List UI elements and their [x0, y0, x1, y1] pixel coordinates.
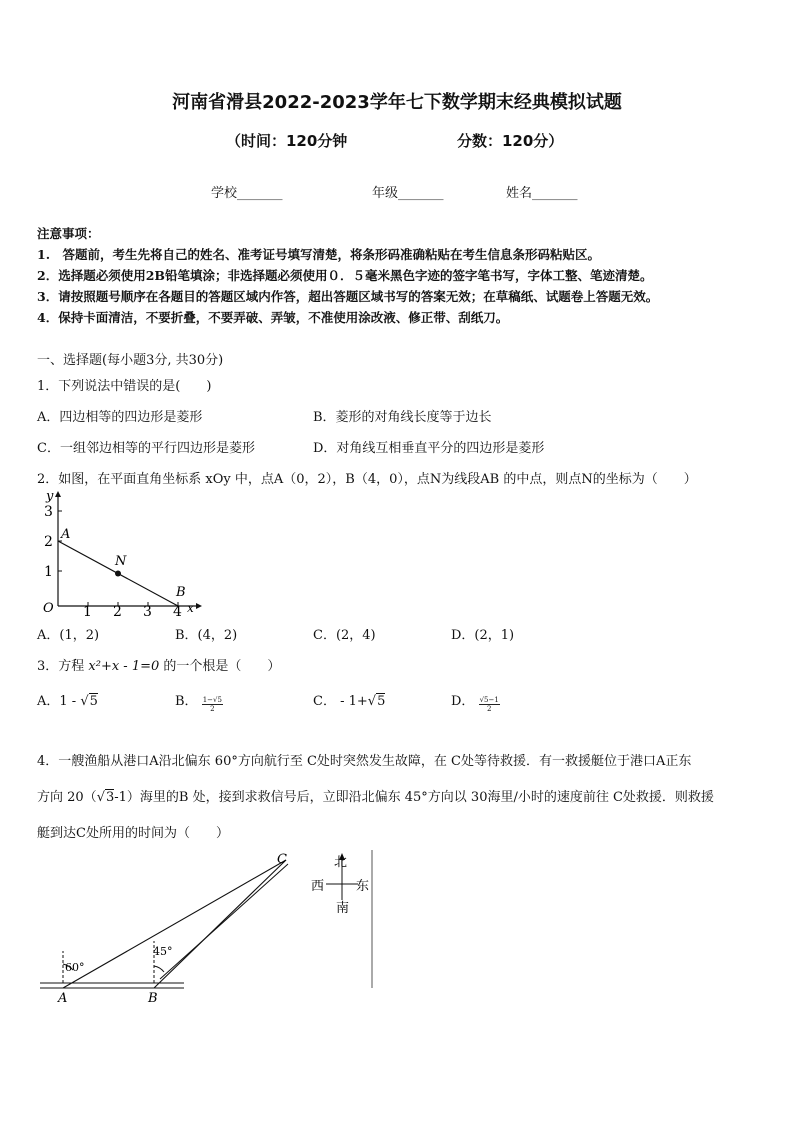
fraction-numerator: 1−√5 [202, 696, 222, 704]
q3-option-b-prefix: B． [175, 694, 198, 709]
point-c-label: C [277, 852, 287, 867]
q1-option-a: A．四边相等的四边形是菱形 [37, 410, 203, 425]
note-item: 4．保持卡面清洁，不要折叠，不要弄破、弄皱，不准使用涂改液、修正带、刮纸刀。 [37, 310, 509, 325]
q4-line-2 [37, 786, 714, 805]
compass-south-label: 南 [336, 901, 350, 916]
compass-west-label: 西 [311, 879, 325, 894]
q2-option-a: A．(1，2) [37, 628, 100, 643]
q2-stem: 2．如图，在平面直角坐标系 xOy 中，点A（0，2），B（4，0），点N为线段AB 的中点，则点N的坐标为（ ） [37, 472, 697, 487]
q3-option-a-radicand: 5 [89, 694, 98, 709]
q2-option-b: B．(4，2) [175, 628, 238, 643]
y-tick-label: 2 [44, 534, 53, 550]
point-n-label: N [115, 554, 127, 569]
compass-north-label: 北 [334, 855, 348, 870]
q4-line-2-prefix: 方向 20（ [37, 790, 97, 805]
fraction-denominator: 2 [486, 705, 492, 713]
y-axis-arrow [55, 491, 61, 497]
point-a-label: A [61, 527, 71, 542]
exam-score: 分数：120分） [457, 132, 564, 150]
q4-line-1: 4．一艘渔船从港口A沿北偏东 60°方向航行至 C处时突然发生故障，在 C处等待救援．有一救援艇位于港口A正东 [37, 754, 692, 769]
q1-stem: 1．下列说法中错误的是( ) [37, 379, 212, 394]
angle-b-label: 45° [153, 945, 173, 958]
x-tick-label: 2 [113, 604, 122, 618]
fraction-numerator: √5−1 [479, 696, 499, 704]
q3-option-d-prefix: D． [451, 694, 475, 709]
point-b-label: B [176, 585, 186, 600]
school-field: 学校_______ [211, 186, 283, 201]
section-heading: 一、选择题(每小题3分, 共30分) [37, 353, 224, 368]
x-tick-label: 1 [83, 604, 92, 618]
note-item: 3．请按照题号顺序在各题目的答题区域内作答，超出答题区域书写的答案无效；在草稿纸、试题卷上答题无效。 [37, 289, 659, 304]
x-tick-label: 3 [143, 604, 152, 618]
q3-option-b [175, 690, 223, 713]
grade-field: 年级_______ [372, 186, 444, 201]
y-tick-label: 3 [44, 504, 53, 520]
angle-arc-b [154, 966, 164, 972]
q4-line-3: 艇到达C处所用的时间为（ ） [37, 826, 229, 841]
q3-option-c [313, 690, 385, 709]
q3-option-c-prefix: C． - 1+ [313, 694, 368, 709]
x-axis-label: x [187, 601, 194, 615]
q2-coordinate-figure [30, 488, 205, 618]
q3-option-d-fraction [479, 696, 500, 713]
q4-line-2-suffix: -1）海里的B 处，接到求救信号后，立即沿北偏东 45°方向以 30海里/小时的速度前往 C处救援．则救援 [114, 790, 714, 805]
fraction-denominator: 2 [210, 705, 215, 713]
x-tick-label: 4 [173, 604, 182, 618]
q1-option-b: B．菱形的对角线长度等于边长 [313, 410, 492, 425]
q3-option-d [451, 690, 500, 713]
point-b-label: B [148, 991, 158, 1006]
q1-option-d: D．对角线互相垂直平分的四边形是菱形 [313, 441, 545, 456]
name-field: 姓名_______ [506, 186, 578, 201]
q3-stem-suffix: 的一个根是（ ） [159, 659, 281, 674]
sqrt-symbol: √ [96, 790, 105, 805]
note-item: 1. 答题前，考生先将自己的姓名、准考证号填写清楚，将条形码准确粘贴在考生信息条形码粘贴区。 [37, 247, 601, 262]
notes-heading: 注意事项： [37, 226, 100, 241]
compass-east-label: 东 [356, 879, 370, 894]
y-axis-label: y [46, 489, 54, 504]
q3-stem-prefix: 3．方程 [37, 659, 89, 674]
q1-option-c: C．一组邻边相等的平行四边形是菱形 [37, 441, 255, 456]
q2-option-c: C．(2，4) [313, 628, 376, 643]
point-n-dot [115, 571, 121, 577]
x-axis-arrow [196, 603, 202, 609]
note-item: 2．选择题必须使用2B铅笔填涂；非选择题必须使用０．５毫米黑色字迹的签字笔书写，字体工整、笔迹清楚。 [37, 268, 653, 283]
y-tick-label: 1 [44, 564, 53, 580]
page-title: 河南省滑县2022-2023学年七下数学期末经典模拟试题 [172, 92, 622, 113]
q3-option-a-prefix: A．1 - [37, 694, 81, 709]
origin-label: O [43, 601, 54, 616]
sqrt-symbol: √ [367, 694, 377, 709]
angle-a-label: 60° [65, 961, 85, 974]
q3-option-c-radicand: 5 [377, 694, 386, 709]
q3-equation: x²+x - 1=0 [88, 659, 160, 674]
point-a-label: A [58, 991, 68, 1006]
q4-rescue-figure [36, 846, 381, 1008]
sqrt-symbol: √ [80, 694, 89, 709]
q3-stem [37, 655, 280, 674]
q2-option-d: D．(2，1) [451, 628, 515, 643]
q4-radicand: 3 [105, 790, 115, 805]
q3-option-b-fraction [202, 696, 223, 713]
exam-time: （时间：120分钟 [226, 132, 348, 150]
q3-option-a [37, 690, 98, 709]
